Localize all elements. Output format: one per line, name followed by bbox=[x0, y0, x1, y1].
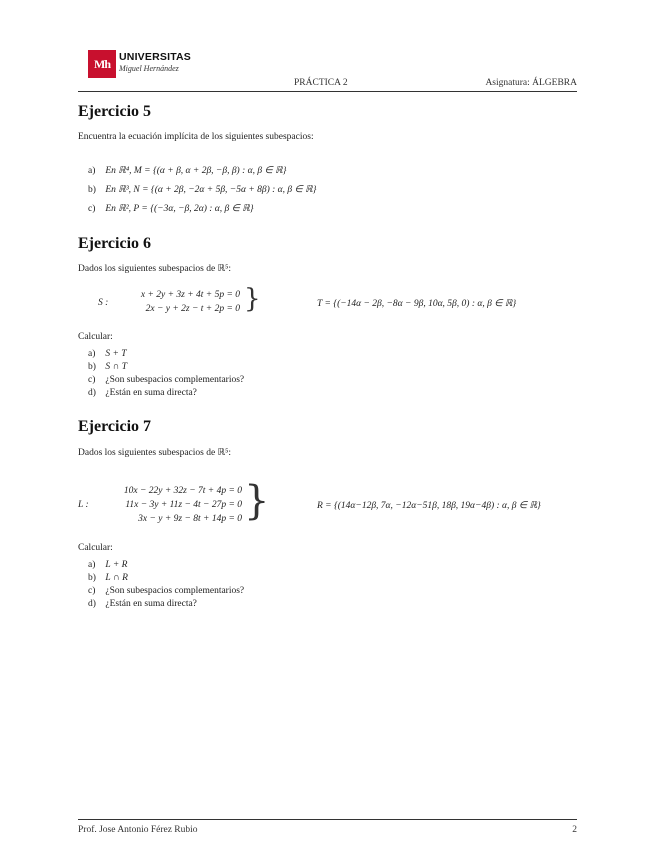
header-practice: PRÁCTICA 2 bbox=[294, 78, 348, 88]
exercise-7-title: Ejercicio 7 bbox=[78, 418, 152, 435]
item-label: c) bbox=[88, 375, 96, 385]
item-label: b) bbox=[88, 362, 96, 372]
exercise-6-item-b bbox=[88, 362, 127, 372]
footer-author: Prof. Jose Antonio Férez Rubio bbox=[78, 825, 198, 835]
logo-text-line1: UNIVERSITAS bbox=[119, 51, 192, 63]
exercise-6-title: Ejercicio 6 bbox=[78, 235, 152, 252]
item-text: ¿Están en suma directa? bbox=[105, 388, 197, 398]
exercise-5-intro: Encuentra la ecuación implícita de los siguientes subespacios: bbox=[78, 132, 314, 142]
subspace-T-definition: T = {(−14α − 2β, −8α − 9β, 10α, 5β, 0) : α, β ∈ ℝ} bbox=[317, 299, 517, 309]
item-label: a) bbox=[88, 349, 96, 359]
exercise-7-item-b bbox=[88, 573, 128, 583]
exercise-5-title: Ejercicio 5 bbox=[78, 103, 152, 120]
item-text: L + R bbox=[105, 560, 128, 570]
system-S-eq1: x + 2y + 3z + 4t + 5p = 0 bbox=[140, 290, 240, 300]
system-L-name: L : bbox=[78, 500, 89, 510]
system-S bbox=[98, 284, 268, 320]
system-S-eq2: 2x − y + 2z − t + 2p = 0 bbox=[145, 304, 240, 314]
page-number: 2 bbox=[572, 825, 577, 835]
right-brace: } bbox=[244, 478, 270, 524]
exercise-7-item-c bbox=[88, 586, 244, 596]
university-logo bbox=[88, 50, 192, 78]
header-subject: Asignatura: ÁLGEBRA bbox=[485, 78, 577, 88]
item-text: ¿Están en suma directa? bbox=[105, 599, 197, 609]
item-text: En ℝ³, N = {(α + 2β, −2α + 5β, −5α + 8β) : α, β ∈ ℝ} bbox=[105, 185, 317, 195]
exercise-7-calc: Calcular: bbox=[78, 543, 113, 553]
item-text: ¿Son subespacios complementarios? bbox=[105, 375, 245, 385]
item-label: d) bbox=[88, 388, 96, 398]
logo-mark: Mh bbox=[88, 50, 116, 78]
exercise-6-item-a bbox=[88, 349, 127, 359]
right-brace: } bbox=[244, 284, 261, 314]
exercise-6-item-c bbox=[88, 375, 244, 385]
item-label: a) bbox=[88, 560, 96, 570]
item-text: S ∩ T bbox=[105, 362, 128, 372]
item-text: En ℝ⁴, M = {(α + β, α + 2β, −β, β) : α, β ∈ ℝ} bbox=[105, 166, 287, 176]
item-text: S + T bbox=[105, 349, 127, 359]
exercise-7-item-d bbox=[88, 599, 197, 609]
system-L-eq3: 3x − y + 9z − 8t + 14p = 0 bbox=[138, 514, 242, 524]
item-text: L ∩ R bbox=[105, 573, 128, 583]
exercise-6-item-d bbox=[88, 388, 197, 398]
system-S-name: S : bbox=[98, 298, 109, 308]
item-text: ¿Son subespacios complementarios? bbox=[105, 586, 245, 596]
item-label: c) bbox=[88, 586, 96, 596]
exercise-5-item-c bbox=[88, 203, 254, 214]
footer-rule bbox=[78, 819, 577, 820]
exercise-7-intro: Dados los siguientes subespacios de ℝ⁵: bbox=[78, 448, 232, 458]
system-L-eq2: 11x − 3y + 11z − 4t − 27p = 0 bbox=[125, 500, 242, 510]
exercise-5-item-b bbox=[88, 184, 317, 195]
exercise-6-intro: Dados los siguientes subespacios de ℝ⁵: bbox=[78, 264, 232, 274]
exercise-6-calc: Calcular: bbox=[78, 332, 113, 342]
exercise-7-item-a bbox=[88, 560, 127, 570]
item-text: En ℝ², P = {(−3α, −β, 2α) : α, β ∈ ℝ} bbox=[105, 204, 254, 214]
item-label: a) bbox=[88, 166, 96, 176]
logo-text-line2: Miguel Hernández bbox=[119, 64, 179, 73]
system-L bbox=[78, 478, 270, 530]
header-rule bbox=[78, 91, 577, 92]
subspace-R-definition: R = {(14α−12β, 7α, −12α−51β, 18β, 19α−4β) : α, β ∈ ℝ} bbox=[317, 501, 541, 511]
exercise-5-item-a bbox=[88, 165, 286, 176]
item-label: c) bbox=[88, 204, 96, 214]
item-label: b) bbox=[88, 185, 96, 195]
system-L-eq1: 10x − 22y + 32z − 7t + 4p = 0 bbox=[123, 486, 242, 496]
item-label: d) bbox=[88, 599, 96, 609]
item-label: b) bbox=[88, 573, 96, 583]
